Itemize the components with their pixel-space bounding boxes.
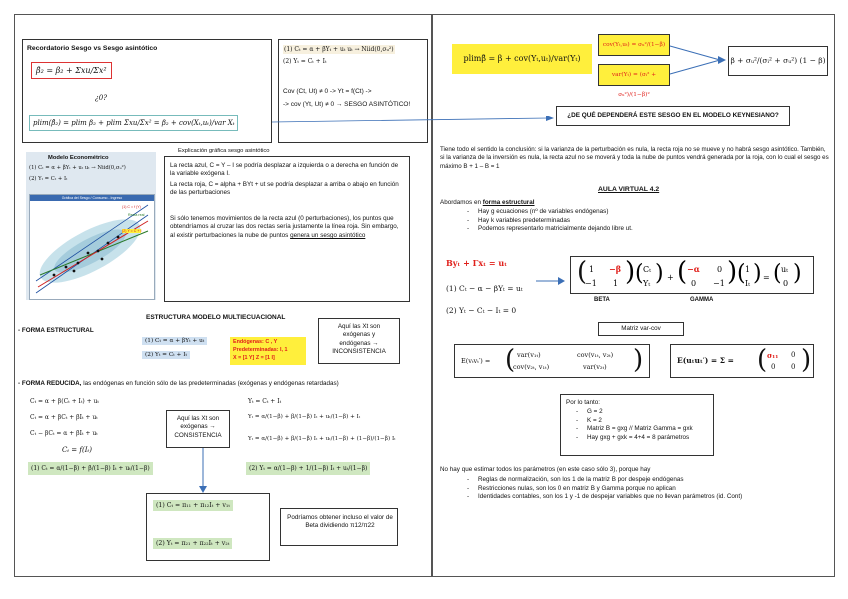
abordamos bbox=[440, 199, 535, 207]
svg-text:): ) bbox=[655, 261, 664, 286]
svg-text:−1: −1 bbox=[585, 279, 597, 288]
por-lo-tanto-box bbox=[560, 394, 714, 456]
eu-22: 0 bbox=[791, 363, 796, 371]
svg-text:−α: −α bbox=[687, 264, 700, 274]
model-eq-1: (1) Cₜ = α + βYₜ + uₜ uₜ → Niid(0,σᵤ²) bbox=[284, 46, 394, 53]
down-arrow-icon bbox=[198, 448, 208, 494]
por-lo-tanto-list bbox=[565, 408, 733, 442]
matriz-varcov-label: Matriz var-cov bbox=[598, 322, 684, 336]
plim-equation: plimβ̂ = β + cov(Yₜ,uₜ)/var(Yₜ) bbox=[452, 44, 592, 74]
recordatorio-box bbox=[22, 39, 272, 143]
ev-lhs: E(vₜvₜ′) = bbox=[461, 357, 491, 365]
abordamos-text: Abordamos en bbox=[440, 199, 483, 206]
svg-text:): ) bbox=[625, 257, 636, 287]
svg-text:1: 1 bbox=[589, 265, 595, 274]
list-item: - Identidades contables, son los 1 y -1 de despejar variables que no llevan parámetros (id. Cont) bbox=[478, 493, 848, 502]
list-item: - K = 2 bbox=[587, 417, 733, 426]
eu-lhs: E(uₜuₜ′) = Σ = bbox=[677, 356, 734, 365]
modelo-eq-2: (2) Yₜ = Cₜ + Iₜ bbox=[29, 176, 68, 182]
svg-text:(: ( bbox=[773, 261, 782, 286]
modelo-title: Modelo Econométrico bbox=[48, 155, 109, 161]
pi-eq-1: (1) Cₜ = π₁₁ + π₁₂Iₜ + v₁ₜ bbox=[153, 500, 233, 511]
inconsist-line-1: Aquí las Xt son bbox=[337, 323, 381, 330]
connector-arrow-icon bbox=[272, 116, 556, 128]
cov-formula-box: cov(Yₜ,uₜ) = σᵤ²/(1−β) bbox=[598, 34, 670, 56]
arrows-icon bbox=[668, 40, 728, 80]
modelo-panel bbox=[26, 152, 156, 300]
fr-left-3: Cₜ − βCₜ = α + βIₜ + uₜ bbox=[30, 430, 98, 437]
no-hay-list bbox=[456, 476, 848, 502]
endog-box bbox=[230, 337, 306, 365]
eu-bracket-right: ) bbox=[801, 345, 812, 375]
forma-reducida-desc: las endógenas en función sólo de las predeterminadas (exógenas y endógenas retardadas) bbox=[83, 380, 339, 387]
exp-paragraph-3-text: Si sólo tenemos movimientos de la recta azul (0 perturbaciones), los puntos que obtendríamos al cruzar las dos rectas sería justamente la línea roja. Sin embargo, al existir perturbaciones la nube de puntos bbox=[170, 215, 399, 239]
question-box: ¿DE QUÉ DEPENDERÁ ESTE SESGO EN EL MODELO KEYNESIANO? bbox=[556, 106, 790, 126]
matrix-equation: Byₜ + Γxₜ = uₜ bbox=[446, 258, 508, 268]
gamma-label: GAMMA bbox=[690, 297, 714, 303]
hand-question: ¿0? bbox=[95, 94, 107, 102]
svg-text:(: ( bbox=[677, 257, 688, 287]
consist-line-3: CONSISTENCIA bbox=[174, 431, 222, 439]
svg-text:1: 1 bbox=[745, 265, 751, 274]
svg-text:−1: −1 bbox=[713, 279, 725, 288]
hand-equation-2: plim(β̂₂) = plim β₂ + plim Σxu/Σx² = β₂ + cov(Xₜ,uₜ)/var Xₜ bbox=[29, 115, 238, 131]
fr-hand: Cₜ = f(Iₜ) bbox=[62, 446, 92, 454]
list-item: - Hay k variables predeterminadas bbox=[478, 217, 838, 226]
consist-line-1: Aquí las Xt son bbox=[176, 415, 220, 422]
list-item: - Podemos representarlo matricialmente dejando libre ut. bbox=[478, 225, 838, 234]
forma-estructural-label: - FORMA ESTRUCTURAL bbox=[18, 327, 94, 334]
por-lo-tanto: Por lo tanto: bbox=[566, 399, 600, 406]
fe-eq-2: (2) Yₜ = Cₜ + Iₜ bbox=[142, 351, 190, 359]
abordamos-underlined: forma estructural bbox=[482, 199, 535, 206]
fr-left-2: Cₜ = α + βCₜ + βIₜ + uₜ bbox=[30, 414, 98, 421]
list-item: - G = 2 bbox=[587, 408, 733, 417]
no-hay: No hay que estimar todos los parámetros (en este caso sólo 3), porque hay bbox=[440, 466, 651, 473]
fr-left-4: (1) Cₜ = α/(1−β) + β/(1−β) Iₜ + uₜ/(1−β) bbox=[28, 462, 153, 475]
fr-right-4: (2) Yₜ = α/(1−β) + 1/(1−β) Iₜ + uₜ/(1−β) bbox=[246, 462, 370, 475]
beta-gamma-matrix bbox=[570, 256, 814, 294]
explicacion-box bbox=[164, 156, 410, 302]
graph-title: Gráfica del Sesgo / Consumo - Ingreso bbox=[30, 195, 154, 201]
fr-right-3: Yₜ = α/(1−β) + β/(1−β) Iₜ + uₜ/(1−β) + (1−β)/(1−β) Iₜ bbox=[248, 436, 396, 442]
struct-eq-1: (1) Cₜ − α − βYₜ = uₜ bbox=[446, 284, 523, 293]
list-item: - Restricciones nulas, son los 0 en matriz B y Gamma porque no aplican bbox=[478, 485, 848, 494]
ev-r22: var(v₂ₜ) bbox=[583, 363, 607, 371]
eu-21: 0 bbox=[771, 363, 776, 371]
forma-reducida-title: - FORMA REDUCIDA, bbox=[18, 380, 84, 387]
right-arrow-icon bbox=[536, 276, 566, 286]
modelo-eq-1: (1) Cₜ = α + βYₜ + uₜ uₜ → Niid(0,σᵤ²) bbox=[29, 165, 126, 171]
eu-11: σ₁₁ bbox=[767, 351, 779, 360]
conclusion: Tiene todo el sentido la conclusión: si la varianza de la perturbación es nula, la recta roja no se mueve y no habrá sesgo asintótico. También, si la varianza de la inversión es nula, la recta azul no se moverá y toda la nube de puntos vendrá generada por la roja, con lo cual el sesgo es máximo B + 1 – B = 1 bbox=[440, 146, 829, 170]
svg-text:): ) bbox=[753, 261, 762, 286]
cov-line-1: Cov (Ct, Ut) ≠ 0 -> Yt = f(Ct) -> bbox=[283, 88, 372, 95]
result-box: β + σᵤ²/(σᵢ² + σᵤ²) (1 − β) bbox=[728, 46, 828, 76]
predet: Predeterminadas: I, 1 bbox=[233, 347, 288, 353]
beta-note: Podríamos obtener incluso el valor de Beta dividiendo π12/π22 bbox=[287, 514, 393, 530]
var-formula-box: var(Yₜ) = (σᵢ² + σᵤ²)/(1−β)² bbox=[598, 64, 670, 86]
consist-line-2: exógenas → bbox=[180, 423, 216, 431]
svg-text:Yₜ: Yₜ bbox=[643, 279, 651, 288]
explicacion-caption: Explicación gráfica sesgo asintótico bbox=[178, 148, 270, 154]
beta-note-box bbox=[280, 508, 398, 546]
svg-text:0: 0 bbox=[717, 265, 723, 274]
svg-text:(: ( bbox=[737, 261, 746, 286]
ev-box bbox=[454, 344, 650, 378]
aula-virtual: AULA VIRTUAL 4.2 bbox=[598, 186, 660, 193]
list-item: - Matriz B = gxg // Matriz Gamma = gxk bbox=[587, 425, 733, 434]
ev-r12: cov(v₁ₜ, v₂ₜ) bbox=[577, 351, 614, 359]
svg-text:1: 1 bbox=[613, 279, 619, 288]
ev-r11: var(v₁ₜ) bbox=[517, 351, 541, 359]
eu-bracket-left: ( bbox=[757, 345, 768, 375]
xset: X = [1 Y] Z = [1 I] bbox=[233, 355, 275, 361]
svg-text:): ) bbox=[793, 261, 802, 286]
struct-eq-2: (2) Yₜ − Cₜ − Iₜ = 0 bbox=[446, 306, 517, 315]
eu-box bbox=[670, 344, 814, 378]
svg-text:+: + bbox=[667, 273, 674, 282]
list-item: - Reglas de normalización, son los 1 de la matriz B por despeje endógenas bbox=[478, 476, 848, 485]
graph bbox=[29, 194, 155, 300]
svg-text:uₜ: uₜ bbox=[781, 265, 789, 274]
fr-left-1: Cₜ = α + β(Cₜ + Iₜ) + uₜ bbox=[30, 398, 99, 405]
exp-paragraph-3 bbox=[170, 215, 404, 240]
beta-label: BETA bbox=[594, 297, 610, 303]
fr-right-2: Yₜ = α/(1−β) + β/(1−β) Iₜ + uₜ/(1−β) + Iₜ bbox=[248, 414, 361, 420]
ev-r21: cov(v₂ₜ, v₁ₜ) bbox=[513, 363, 550, 371]
pi-eq-2: (2) Yₜ = π₂₁ + π₂₂Iₜ + v₂ₜ bbox=[153, 538, 232, 549]
exp-paragraph-3-underlined: genera un sesgo asintótico bbox=[290, 231, 366, 239]
ev-bracket-right: ) bbox=[633, 345, 644, 375]
inconsist-line-3: endógenas → bbox=[339, 339, 379, 347]
svg-text:(: ( bbox=[577, 257, 588, 287]
svg-text:−β: −β bbox=[609, 264, 622, 274]
graph-label-y: (2) Y = C + I bbox=[122, 229, 142, 233]
matrix-svg bbox=[571, 257, 815, 295]
fe-eq-1: (1) Cₜ = α + βYₜ + uₜ bbox=[142, 337, 207, 345]
list-item: - Hay g ecuaciones (nº de variables endógenas) bbox=[478, 208, 838, 217]
estructura-title: ESTRUCTURA MODELO MULTIECUACIONAL bbox=[146, 314, 286, 321]
hand-equation-1: β̂₂ = β₂ + Σxu/Σx² bbox=[31, 62, 112, 79]
inconsistencia-box bbox=[318, 318, 400, 364]
fr-right-1: Yₜ = Cₜ + Iₜ bbox=[248, 398, 282, 405]
exp-paragraph-2: La recta roja, C = alpha + BYt + ut se podría desplazar a arriba o abajo en función de las perturbaciones bbox=[170, 181, 399, 197]
abordamos-list bbox=[456, 208, 838, 234]
graph-label-c: (1) C = f (Y) bbox=[122, 205, 141, 209]
model-eq-2: (2) Yₜ = Cₜ + Iₜ bbox=[283, 58, 327, 65]
svg-text:0: 0 bbox=[783, 279, 789, 288]
svg-text:): ) bbox=[727, 257, 738, 287]
svg-text:(: ( bbox=[635, 261, 644, 286]
recordatorio-title: Recordatorio Sesgo vs Sesgo asintótico bbox=[27, 45, 158, 52]
ev-bracket-left: ( bbox=[505, 345, 516, 375]
svg-text:0: 0 bbox=[691, 279, 697, 288]
graph-label-real: Recta real bbox=[128, 213, 145, 217]
endog: Endógenas: C , Y bbox=[233, 339, 278, 345]
inconsist-line-2: exógenas y bbox=[342, 331, 376, 339]
pi-box bbox=[146, 493, 270, 561]
forma-reducida-label bbox=[18, 380, 339, 388]
inconsist-line-4: INCONSISTENCIA bbox=[332, 348, 386, 356]
cov-line-2: -> cov (Yt, Ut) ≠ 0 → SESGO ASINTÓTICO! bbox=[283, 101, 411, 108]
svg-text:Cₜ: Cₜ bbox=[643, 265, 652, 274]
eu-12: 0 bbox=[791, 351, 796, 359]
consistencia-box bbox=[166, 410, 230, 448]
svg-text:Iₜ: Iₜ bbox=[745, 279, 751, 288]
list-item: - Hay gxg + gxk = 4+4 = 8 parámetros bbox=[587, 434, 733, 443]
svg-text:=: = bbox=[763, 273, 770, 282]
exp-paragraph-1: La recta azul, C = Y – I se podría desplazar a izquierda o a derecha en función de la variable exógena I. bbox=[170, 162, 399, 178]
